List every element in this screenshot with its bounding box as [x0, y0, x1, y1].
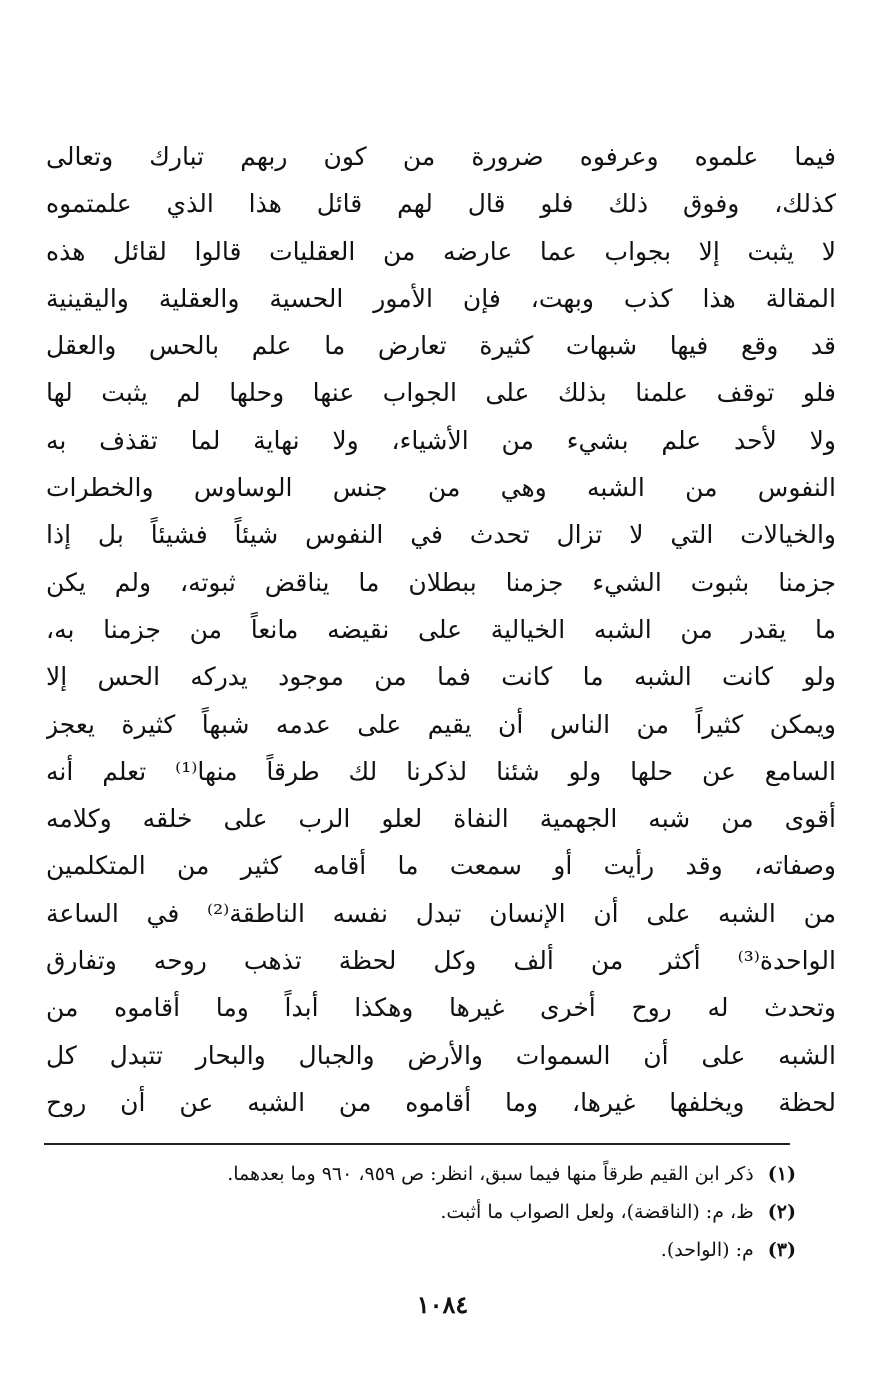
text-line: أقوى من شبه الجهمية النفاة لعلو الرب على خلقه وكلامه	[46, 804, 836, 834]
text-line: فلو توقف علمنا بذلك على الجواب عنها وحلها لم يثبت لها	[46, 378, 836, 408]
text-line: ولو كانت الشبه ما كانت فما من موجود يدركه الحس إلا	[46, 662, 836, 692]
footnotes-block	[60, 1155, 796, 1269]
footnote	[60, 1193, 796, 1231]
text-line: وتحدث له روح أخرى غيرها وهكذا أبداً وما أقاموه من	[46, 993, 836, 1023]
main-text-block	[46, 133, 836, 1126]
text-line: السامع عن حلها ولو شئنا لذكرنا لك طرقاً منها⁽¹⁾ تعلم أنه	[46, 756, 836, 786]
footnote-text: ذكر ابن القيم طرقاً منها فيما سبق، انظر: ص ٩٥٩، ٩٦٠ وما بعدهما.	[227, 1163, 754, 1185]
footnote-number: (٣)	[767, 1239, 796, 1261]
text-line: والخيالات التي لا تزال تحدث في النفوس شيئاً فشيئاً بل إذا	[46, 520, 836, 550]
text-line: الواحدة⁽³⁾ أكثر من ألف وكل لحظة تذهب روحه وتفارق	[46, 946, 836, 976]
text-line: لا يثبت إلا بجواب عما عارضه من العقليات قالوا لقائل هذه	[46, 236, 836, 266]
footnote-number: (٢)	[767, 1201, 796, 1223]
text-line: ويمكن كثيراً من الناس أن يقيم على عدمه شبهاً كثيرة يعجز	[46, 709, 836, 739]
text-line: الشبه على أن السموات والأرض والجبال والبحار تتبدل كل	[46, 1040, 836, 1070]
footnote-text: م: (الواحد).	[660, 1239, 754, 1261]
text-line: النفوس من الشبه وهي من جنس الوساوس والخطرات	[46, 473, 836, 503]
text-line: قد وقع فيها شبهات كثيرة تعارض ما علم بالحس والعقل	[46, 331, 836, 361]
text-line: كذلك، وفوق ذلك فلو قال لهم قائل هذا الذي علمتموه	[46, 189, 836, 219]
text-line: المقالة هذا كذب وبهت، فإن الأمور الحسية والعقلية واليقينية	[46, 283, 836, 313]
text-line: فيما علموه وعرفوه ضرورة من كون ربهم تبارك وتعالى	[46, 142, 836, 171]
text-line: ولا لأحد علم بشيء من الأشياء، ولا نهاية لما تقذف به	[46, 425, 836, 455]
footnote-separator	[44, 1143, 790, 1145]
footnote-number: (١)	[767, 1163, 796, 1185]
text-line: وصفاته، وقد رأيت أو سمعت ما أقامه كثير من المتكلمين	[46, 851, 836, 881]
text-line: جزمنا بثبوت الشيء جزمنا ببطلان ما يناقض ثبوته، ولم يكن	[46, 567, 836, 597]
text-line: لحظة ويخلفها غيرها، وما أقاموه من الشبه عن أن روح	[46, 1087, 836, 1117]
text-line: من الشبه على أن الإنسان تبدل نفسه الناطقة⁽²⁾ في الساعة	[46, 898, 836, 928]
footnote	[60, 1231, 796, 1269]
footnote-text: ظ، م: (الناقضة)، ولعل الصواب ما أثبت.	[440, 1201, 754, 1223]
page-number: ١٠٨٤	[416, 1290, 469, 1319]
text-line: ما يقدر من الشبه الخيالية على نقيضه مانعاً من جزمنا به،	[46, 614, 836, 644]
footnote	[60, 1155, 796, 1193]
